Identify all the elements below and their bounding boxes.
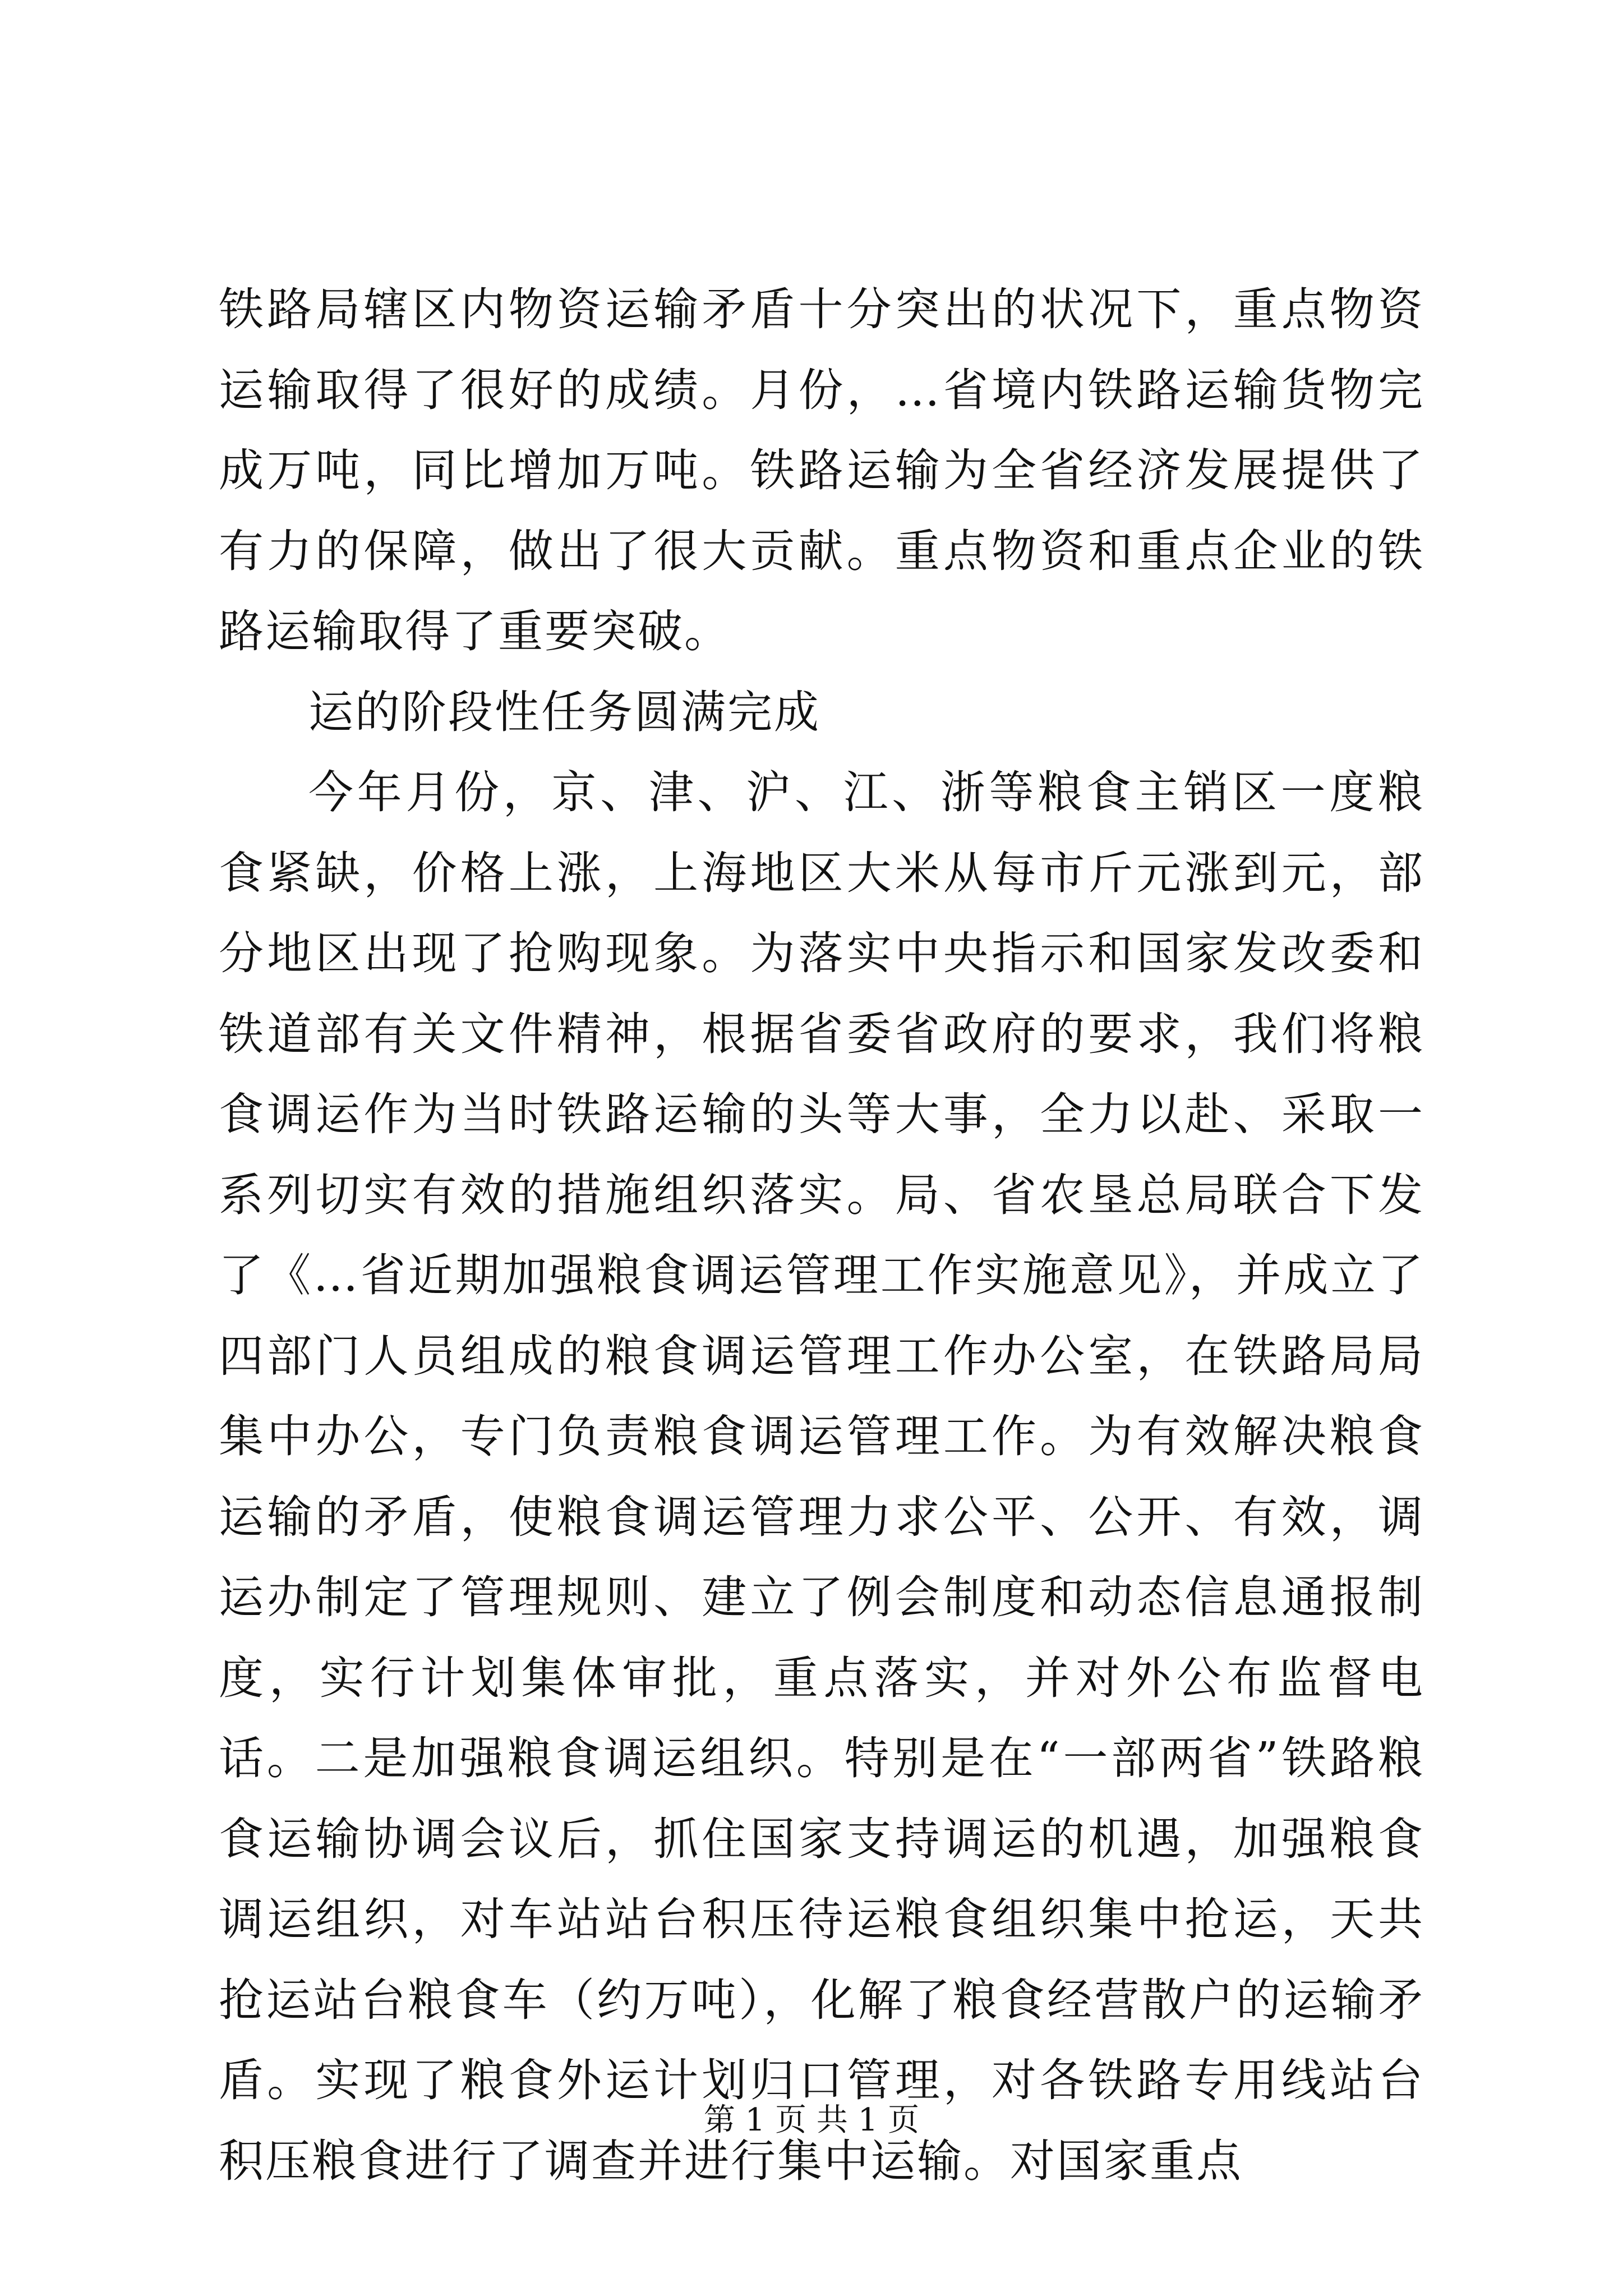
- paragraph-grain-transport: 今年月份，京、津、沪、江、浙等粮食主销区一度粮食紧缺，价格上涨，上海地区大米从每市斤元涨到元，部分地区出现了抢购现象。为落实中央指示和国家发改委和铁道部有关文件精神，根据省委省政府的要求，我们将粮食调运作为当时铁路运输的头等大事，全力以赴、采取一系列切实有效的措施组织落实。局、省农垦总局联合下发了《…省近期加强粮食调运管理工作实施意见》，并成立了四部门人员组成的粮食调运管理工作办公室，在铁路局局集中办公，专门负责粮食调运管理工作。为有效解决粮食运输的矛盾，使粮食调运管理力求公平、公开、有效，调运办制定了管理规则、建立了例会制度和动态信息通报制度，实行计划集体审批，重点落实，并对外公布监督电话。二是加强粮食调运组织。特别是在“一部两省”铁路粮食运输协调会议后，抓住国家支持调运的机遇，加强粮食调运组织，对车站站台积压待运粮食组织集中抢运，天共抢运站台粮食车（约万吨），化解了粮食经营散户的运输矛盾。实现了粮食外运计划归口管理，对各铁路专用线站台积压粮食进行了调查并进行集中运输。对国家重点: [219, 766, 1424, 2187]
- paragraph-continued: 铁路局辖区内物资运输矛盾十分突出的状况下，重点物资运输取得了很好的成绩。月份，…省境内铁路运输货物完成万吨，同比增加万吨。铁路运输为全省经济发展提供了有力的保障，做出了很大贡献。重点物资和重点企业的铁路运输取得了重要突破。: [219, 283, 1424, 657]
- document-body: [219, 269, 1424, 2201]
- section-heading: 运的阶段性任务圆满完成: [308, 685, 820, 738]
- page-footer: 第 1 页 共 1 页: [703, 2102, 920, 2138]
